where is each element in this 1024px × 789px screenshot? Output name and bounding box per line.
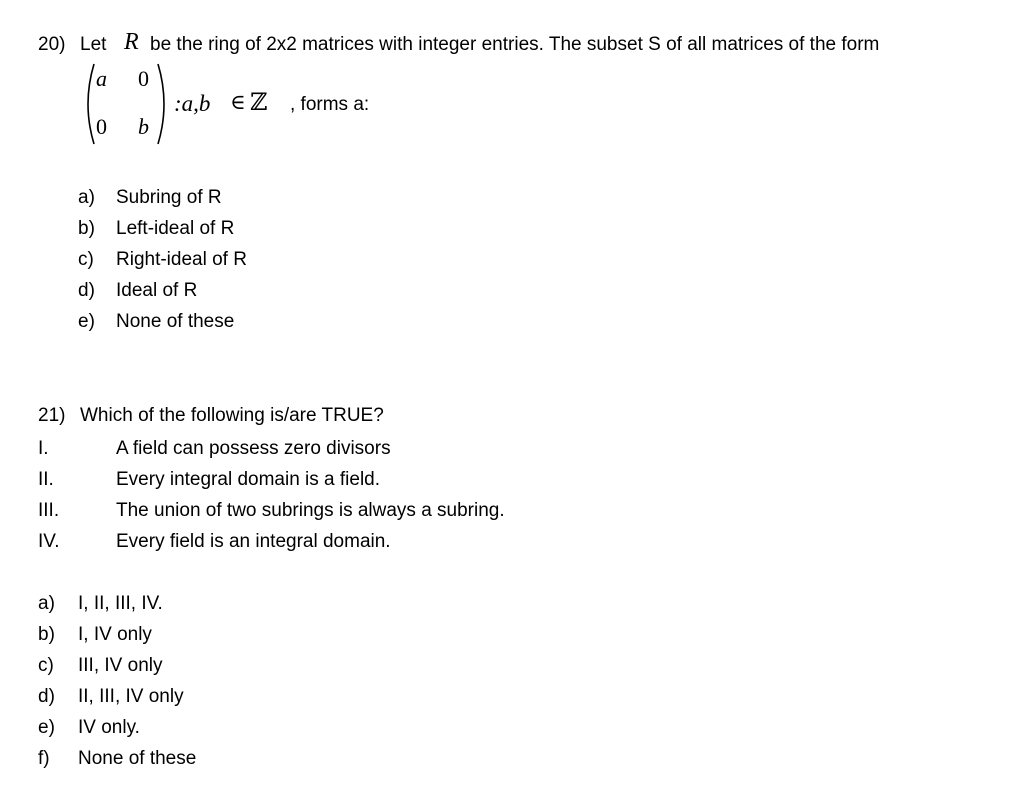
matrix-entry-0-bottom: 0 (96, 114, 107, 139)
q20-text-post: be the ring of 2x2 matrices with integer entries. The subset S of all matrices of the form (150, 34, 880, 55)
q20-option-c-letter: c) (78, 249, 94, 270)
q21-option-f-letter: f) (38, 748, 50, 769)
q20-option-b-letter: b) (78, 218, 95, 239)
q21-option-f-text: None of these (78, 748, 197, 769)
q21-option-b-letter: b) (38, 624, 55, 645)
statement-iii-text: The union of two subrings is always a subring. (116, 500, 505, 521)
q21-number: 21) (38, 405, 66, 426)
q21-text: Which of the following is/are TRUE? (80, 405, 384, 426)
statement-ii-numeral: II. (38, 469, 54, 490)
matrix-brackets (80, 60, 172, 148)
integers-symbol: ℤ (250, 90, 268, 116)
q20-option-b-text: Left-ideal of R (116, 218, 235, 239)
statement-i-numeral: I. (38, 438, 49, 459)
q21-option-a-text: I, II, III, IV. (78, 593, 163, 614)
q21-option-a-letter: a) (38, 593, 55, 614)
q20-option-e-text: None of these (116, 311, 235, 332)
q21-option-e-letter: e) (38, 717, 55, 738)
q21-option-e-text: IV only. (78, 717, 140, 738)
q21-option-d-text: II, III, IV only (78, 686, 184, 707)
statement-iii-numeral: III. (38, 500, 60, 521)
statement-iv-text: Every field is an integral domain. (116, 531, 391, 552)
q21-option-c-text: III, IV only (78, 655, 163, 676)
element-of-symbol: ∈ (230, 90, 246, 114)
q20-option-c-text: Right-ideal of R (116, 249, 247, 270)
statement-ii-text: Every integral domain is a field. (116, 469, 381, 490)
statement-i-text: A field can possess zero divisors (116, 438, 391, 459)
statement-iv-numeral: IV. (38, 531, 60, 552)
q20-text-pre: Let (80, 34, 107, 55)
condition-vars: :a,b (174, 91, 211, 116)
q20-option-d-text: Ideal of R (116, 280, 198, 301)
q20-symbol-r: R (124, 29, 139, 55)
q20-option-d-letter: d) (78, 280, 95, 301)
matrix-form (80, 60, 172, 148)
q21-option-c-letter: c) (38, 655, 54, 676)
q21-option-d-letter: d) (38, 686, 55, 707)
q20-option-a-letter: a) (78, 187, 95, 208)
q21-option-b-text: I, IV only (78, 624, 152, 645)
matrix-entry-0-top: 0 (138, 66, 149, 91)
matrix-entry-a: a (96, 66, 107, 91)
matrix-entry-b: b (138, 114, 149, 139)
q20-number: 20) (38, 34, 66, 55)
q20-option-e-letter: e) (78, 311, 95, 332)
q20-option-a-text: Subring of R (116, 187, 222, 208)
q20-forms-text: , forms a: (290, 94, 370, 115)
